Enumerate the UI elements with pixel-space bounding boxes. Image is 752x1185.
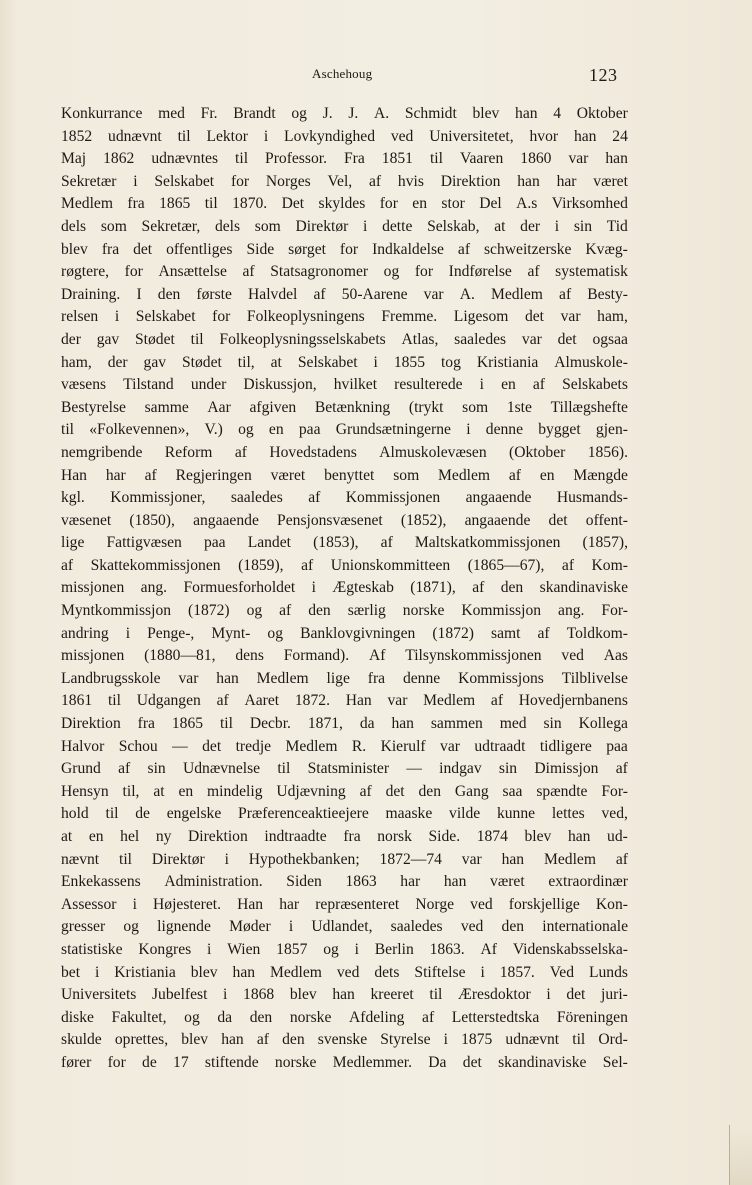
text-line: gresser og lignende Møder i Udlandet, saaledes ved den internationale [61, 918, 628, 936]
text-line: nemgribende Reform af Hovedstadens Almuskolevæsen (Oktober 1856). [61, 443, 628, 461]
text-line: væsenet (1850), angaaende Pensjonsvæsenet (1852), angaaende det offent- [61, 511, 628, 529]
text-line: Halvor Schou — det tredje Medlem R. Kierulf var udtraadt tidligere paa [61, 737, 628, 755]
running-head: Aschehoug [312, 66, 373, 81]
text-line: dels som Sekretær, dels som Direktør i dette Selskab, at der i sin Tid [61, 217, 628, 235]
text-line: 1852 udnævnt til Lektor i Lovkyndighed ved Universitetet, hvor han 24 [61, 127, 628, 145]
text-line: diske Fakultet, og da den norske Afdeling af Letterstedtska Föreningen [61, 1008, 628, 1026]
text-line: der gav Stødet til Folkeoplysningsselskabets Atlas, saaledes var det ogsaa [61, 330, 628, 348]
text-line: af Skattekommissjonen (1859), af Unionskommitteen (1865—67), af Kom- [61, 556, 628, 574]
text-line: Maj 1862 udnævntes til Professor. Fra 1851 til Vaaren 1860 var han [61, 150, 628, 168]
text-line: fører for de 17 stiftende norske Medlemmer. Da det skandinaviske Sel- [61, 1053, 628, 1071]
page-number: 123 [589, 65, 618, 85]
text-line: nævnt til Direktør i Hypothekbanken; 1872—74 var han Medlem af [61, 850, 628, 868]
text-line: missjonen ang. Formuesforholdet i Ægteskab (1871), af den skandinaviske [61, 579, 628, 597]
text-line: Hensyn til, at en mindelig Udjævning af det den Gang saa spændte For- [61, 782, 628, 800]
text-line: at en hel ny Direktion indtraadte fra norsk Side. 1874 blev han ud- [61, 828, 628, 845]
text-line: Enkekassens Administration. Siden 1863 har han været extraordinær [61, 873, 628, 891]
text-line: Assessor i Højesteret. Han har repræsenteret Norge ved forskjellige Kon- [61, 895, 628, 913]
text-line: bet i Kristiania blev han Medlem ved dets Stiftelse i 1857. Ved Lunds [61, 963, 628, 981]
text-line: blev fra det offentliges Side sørget for Indkaldelse af schweitzerske Kvæg- [61, 240, 628, 258]
text-line: Konkurrance med Fr. Brandt og J. J. A. Schmidt blev han 4 Oktober [61, 105, 628, 122]
text-line: Grund af sin Udnævnelse til Statsminister — indgav sin Dimissjon af [61, 760, 628, 778]
text-line: Direktion fra 1865 til Decbr. 1871, da han sammen med sin Kollega [61, 715, 628, 733]
text-line: lige Fattigvæsen paa Landet (1853), af Maltskatkommissjonen (1857), [61, 534, 628, 552]
text-line: Myntkommissjon (1872) og af den særlig norske Kommissjon ang. For- [61, 602, 628, 620]
text-line: væsens Tilstand under Diskussjon, hvilket resulterede i en af Selskabets [61, 376, 628, 394]
page-edge-shadow [729, 1125, 752, 1185]
text-line: til «Folkevennen», V.) og en paa Grundsætningerne i denne bygget gjen- [61, 421, 628, 439]
text-line: Han har af Regjeringen været benyttet som Medlem af en Mængde [61, 466, 628, 484]
text-line: Sekretær i Selskabet for Norges Vel, af hvis Direktion han har været [61, 172, 628, 190]
text-line: Medlem fra 1865 til 1870. Det skyldes for en stor Del A.s Virksomhed [61, 195, 628, 213]
text-line: Bestyrelse samme Aar afgiven Betænkning (trykt som 1ste Tillægshefte [61, 398, 628, 416]
text-line: missjonen (1880—81, dens Formand). Af Tilsynskommissjonen ved Aas [61, 647, 628, 665]
text-line: røgtere, for Ansættelse af Statsagronomer og for Indførelse af systematisk [61, 263, 628, 281]
text-line: skulde oprettes, blev han af den svenske Styrelse i 1875 udnævnt til Ord- [61, 1031, 628, 1049]
text-line: Draining. I den første Halvdel af 50-Aarene var A. Medlem af Besty- [61, 285, 628, 303]
text-line: andring i Penge-, Mynt- og Banklovgivningen (1872) samt af Toldkom- [61, 624, 628, 642]
body-text [61, 103, 628, 1075]
text-line: Landbrugsskole var han Medlem lige fra denne Kommissjons Tilblivelse [61, 669, 628, 687]
text-line: 1861 til Udgangen af Aaret 1872. Han var Medlem af Hovedjernbanens [61, 692, 628, 710]
text-line: relsen i Selskabet for Folkeoplysningens Fremme. Ligesom det var ham, [61, 308, 628, 326]
text-line: ham, der gav Stødet til, at Selskabet i 1855 tog Kristiania Almuskole- [61, 353, 628, 371]
text-line: Universitets Jubelfest i 1868 blev han kreeret til Æresdoktor i det juri- [61, 986, 628, 1004]
text-line: hold til de engelske Præferenceaktieejere maaske vilde kunne lettes ved, [61, 805, 628, 823]
text-line: kgl. Kommissjoner, saaledes af Kommissjonen angaaende Husmands- [61, 489, 628, 507]
text-line: statistiske Kongres i Wien 1857 og i Berlin 1863. Af Videnskabsselska- [61, 940, 628, 958]
